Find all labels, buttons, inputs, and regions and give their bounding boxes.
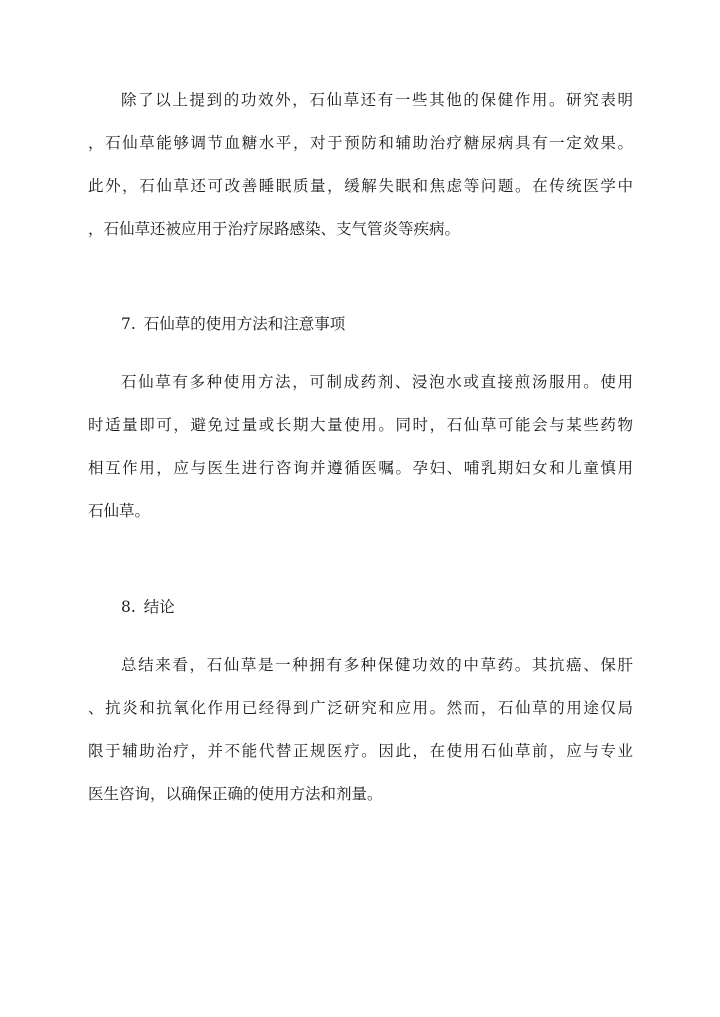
- paragraph-line: 除了以上提到的功效外，石仙草还有一些其他的保健作用。研究表明: [121, 91, 633, 109]
- section-title: 结论: [143, 598, 175, 616]
- section-heading: [121, 594, 175, 620]
- paragraph-line: 相互作用，应与医生进行咨询并遵循医嘱。孕妇、哺乳期妇女和儿童慎用: [88, 459, 633, 477]
- paragraph-line: 时适量即可，避免过量或长期大量使用。同时，石仙草可能会与某些药物: [88, 416, 633, 434]
- paragraph-line: ，石仙草还被应用于治疗尿路感染、支气管炎等疾病。: [88, 220, 461, 238]
- paragraph-line: 石仙草。: [88, 502, 151, 520]
- paragraph-line: 、抗炎和抗氧化作用已经得到广泛研究和应用。然而，石仙草的用途仅局: [88, 699, 633, 717]
- paragraph-line: 限于辅助治疗，并不能代替正规医疗。因此，在使用石仙草前，应与专业: [88, 742, 633, 760]
- section-heading: [121, 311, 345, 337]
- paragraph-line: 总结来看，石仙草是一种拥有多种保健功效的中草药。其抗癌、保肝: [121, 656, 633, 674]
- section-number: 7.: [121, 315, 136, 333]
- section-title: 石仙草的使用方法和注意事项: [143, 315, 346, 333]
- paragraph-line: ，石仙草能够调节血糖水平，对于预防和辅助治疗糖尿病具有一定效果。: [88, 134, 633, 152]
- paragraph-line: 石仙草有多种使用方法，可制成药剂、浸泡水或直接煎汤服用。使用: [121, 373, 633, 391]
- section-number: 8.: [121, 598, 136, 616]
- paragraph-line: 此外，石仙草还可改善睡眠质量，缓解失眠和焦虑等问题。在传统医学中: [88, 177, 633, 195]
- paragraph-line: 医生咨询，以确保正确的使用方法和剂量。: [88, 785, 383, 803]
